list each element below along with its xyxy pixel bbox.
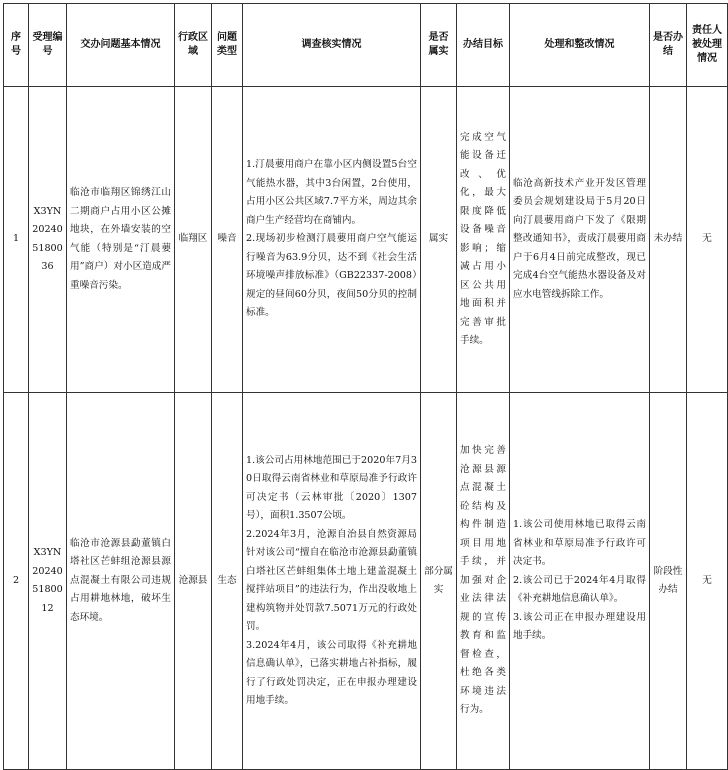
header-seq: 序号 bbox=[4, 4, 29, 87]
cell-punish: 无 bbox=[687, 87, 728, 393]
cell-region: 沧源县 bbox=[175, 393, 212, 770]
cell-investigation: 1.汀晨葽用商户在靠小区内侧设置5台空气能热水器，其中3台闲置，2台使用，占用小区公共区域7.7平方米，周边其余商户生产经营均在商铺内。 2.现场初步检测汀晨葽用商户空气能运行噪音为63.9分贝，达不到《社会生活环境噪声排放标准》（GB22337-2008）规定的昼间60分贝，夜间50分贝的控制标准。 bbox=[243, 87, 421, 393]
case-table bbox=[3, 3, 728, 770]
cell-region: 临翔区 bbox=[175, 87, 212, 393]
cell-investigation: 1.该公司占用林地范围已于2020年7月30日取得云南省林业和草原局准予行政许可决定书（云林审批〔2020〕1307号），面积1.3507公顷。 2.2024年3月，沧源自治县自然资源局针对该公司“擅自在临沧市沧源县勐董镇白塔社区芒蚌组集体土地上建盖混凝土搅拌站项目”的违法行为，作出没收地上建构筑物并处罚款7.5071万元的行政处罚。 3.2024年4月，该公司取得《补充耕地信息确认单》，已落实耕地占补指标，履行了行政处罚决定，正在申报办理建设用地手续。 bbox=[243, 393, 421, 770]
cell-issue: 临沧市临翔区锦绣江山二期商户占用小区公摊地块，在外墙安装的空气能（特别是“汀晨葽用”商户）对小区造成严重噪音污染。 bbox=[67, 87, 175, 393]
cell-handling: 临沧高新技术产业开发区管理委员会规划建设局于5月20日向汀晨葽用商户下发了《限期整改通知书》，责成汀晨葽用商户于6月4日前完成整改，现已完成4台空气能热水器设备及对应水电管线拆除工作。 bbox=[510, 87, 650, 393]
header-row bbox=[4, 4, 728, 87]
header-goal: 办结目标 bbox=[457, 4, 510, 87]
header-type: 问题类型 bbox=[212, 4, 243, 87]
cell-handling: 1.该公司使用林地已取得云南省林业和草原局准予行政许可决定书。 2.该公司已于2024年4月取得《补充耕地信息确认单》。 3.该公司正在申报办理建设用地手续。 bbox=[510, 393, 650, 770]
header-investigation: 调查核实情况 bbox=[243, 4, 421, 87]
cell-id: X3YN 20240 51800 36 bbox=[29, 87, 67, 393]
cell-goal: 加快完善沧源县源点混凝土砼结构及构件制造项目用地手续，并加强对企业法律法规的宣传教育和监督检查，杜绝各类环境违法行为。 bbox=[457, 393, 510, 770]
header-handling: 处理和整改情况 bbox=[510, 4, 650, 87]
cell-punish: 无 bbox=[687, 393, 728, 770]
cell-id: X3YN 20240 51800 12 bbox=[29, 393, 67, 770]
cell-valid: 部分属实 bbox=[421, 393, 457, 770]
cell-seq: 2 bbox=[4, 393, 29, 770]
cell-status: 未办结 bbox=[650, 87, 687, 393]
cell-type: 生态 bbox=[212, 393, 243, 770]
table-row bbox=[4, 87, 728, 393]
header-status: 是否办结 bbox=[650, 4, 687, 87]
header-issue: 交办问题基本情况 bbox=[67, 4, 175, 87]
header-region: 行政区域 bbox=[175, 4, 212, 87]
table-row bbox=[4, 393, 728, 770]
cell-goal: 完成空气能设备迁改、优化，最大限度降低设备噪音影响；缩减占用小区公共用地面积并完善审批手续。 bbox=[457, 87, 510, 393]
cell-status: 阶段性办结 bbox=[650, 393, 687, 770]
header-punish: 责任人被处理情况 bbox=[687, 4, 728, 87]
cell-seq: 1 bbox=[4, 87, 29, 393]
header-id: 受理编号 bbox=[29, 4, 67, 87]
cell-issue: 临沧市沧源县勐董镇白塔社区芒蚌组沧源县源点混凝土有限公司违规占用耕地林地，破坏生态环境。 bbox=[67, 393, 175, 770]
cell-valid: 属实 bbox=[421, 87, 457, 393]
header-valid: 是否属实 bbox=[421, 4, 457, 87]
cell-type: 噪音 bbox=[212, 87, 243, 393]
